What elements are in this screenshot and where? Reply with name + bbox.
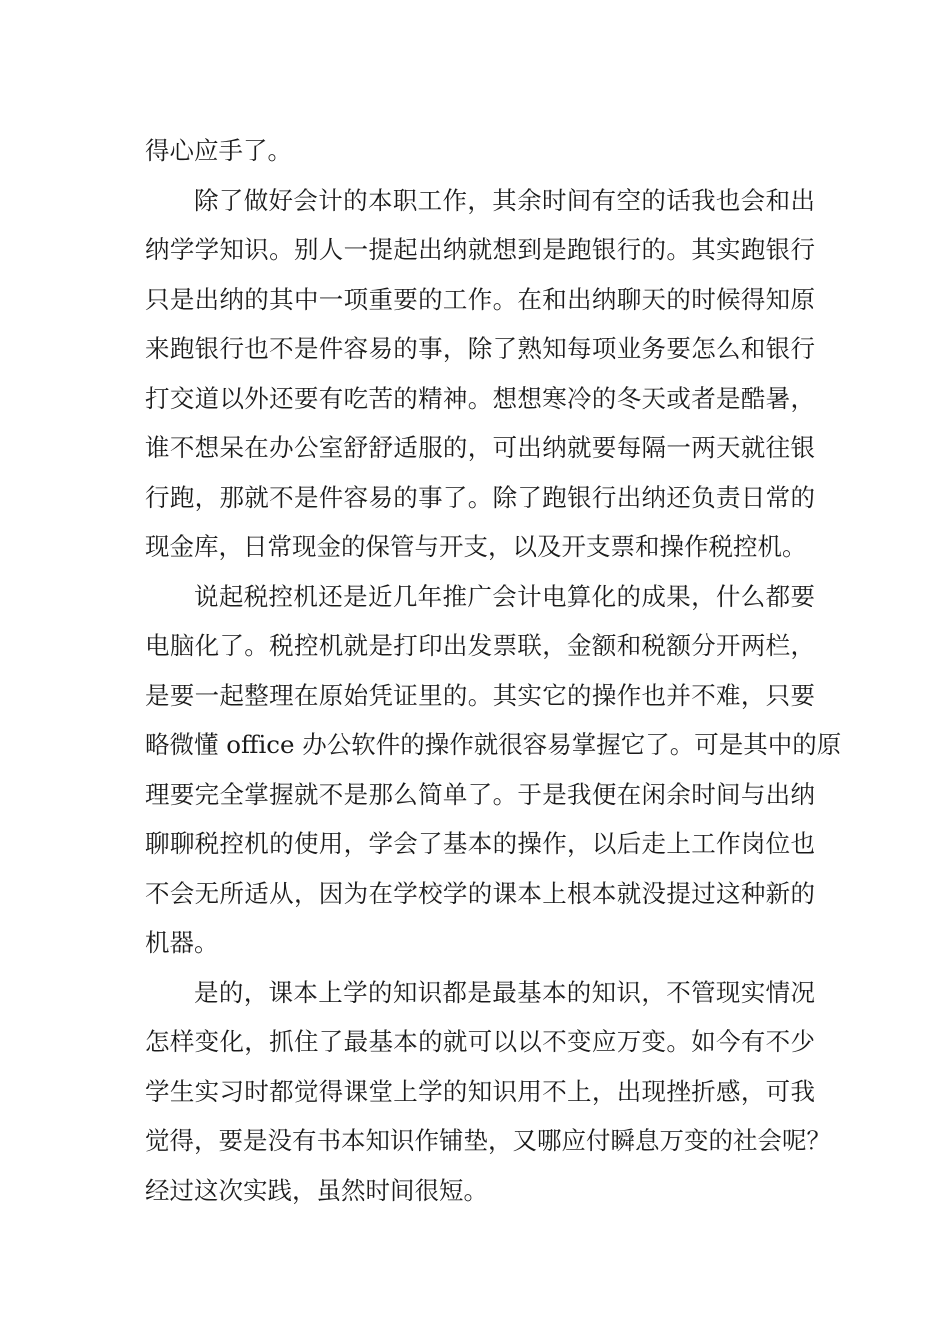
paragraph-1 xyxy=(145,126,815,176)
paragraph-4 xyxy=(145,968,831,1216)
text-line: 行跑，那就不是件容易的事了。除了跑银行出纳还负责日常的 xyxy=(145,482,815,512)
text-line: 电脑化了。税控机就是打印出发票联，金额和税额分开两栏， xyxy=(145,631,815,660)
text-line: 除了做好会计的本职工作，其余时间有空的话我也会和出 xyxy=(194,185,815,215)
text-line: 说起税控机还是近几年推广会计电算化的成果，什么都要 xyxy=(194,581,815,611)
text-line: 觉得，要是没有书本知识作铺垫，又哪应付瞬息万变的社会呢？ xyxy=(145,1126,831,1155)
paragraph-2 xyxy=(145,176,815,572)
text-line: 理要完全掌握就不是那么简单了。于是我便在闲余时间与出纳 xyxy=(145,779,815,809)
text-line: 纳学学知识。别人一提起出纳就想到是跑银行的。其实跑银行 xyxy=(145,235,815,264)
text-line: 来跑银行也不是件容易的事，除了熟知每项业务要怎么和银行 xyxy=(145,334,815,363)
text-line: 略微懂 office 办公软件的操作就很容易掌握它了。可是其中的原 xyxy=(145,730,842,759)
document-body xyxy=(145,126,842,1215)
text-line: 打交道以外还要有吃苦的精神。想想寒冷的冬天或者是酷暑， xyxy=(145,383,815,413)
text-line: 经过这次实践，虽然时间很短。 xyxy=(145,1175,488,1205)
text-line: 谁不想呆在办公室舒舒适服的，可出纳就要每隔一两天就往银 xyxy=(145,433,815,462)
text-line: 机器。 xyxy=(145,928,219,957)
text-line: 聊聊税控机的使用，学会了基本的操作，以后走上工作岗位也 xyxy=(145,829,815,858)
text-line: 是要一起整理在原始凭证里的。其实它的操作也并不难，只要 xyxy=(145,680,815,710)
text-line: 学生实习时都觉得课堂上学的知识用不上，出现挫折感，可我 xyxy=(145,1076,815,1106)
text-line: 只是出纳的其中一项重要的工作。在和出纳聊天的时候得知原 xyxy=(145,284,815,314)
text-line: 怎样变化，抓住了最基本的就可以以不变应万变。如今有不少 xyxy=(145,1027,815,1056)
paragraph-3 xyxy=(145,572,842,968)
text-line: 是的，课本上学的知识都是最基本的知识，不管现实情况 xyxy=(194,977,815,1007)
text-line: 得心应手了。 xyxy=(145,136,292,165)
text-line: 现金库，日常现金的保管与开支，以及开支票和操作税控机。 xyxy=(145,532,807,561)
text-line: 不会无所适从，因为在学校学的课本上根本就没提过这种新的 xyxy=(145,878,815,908)
